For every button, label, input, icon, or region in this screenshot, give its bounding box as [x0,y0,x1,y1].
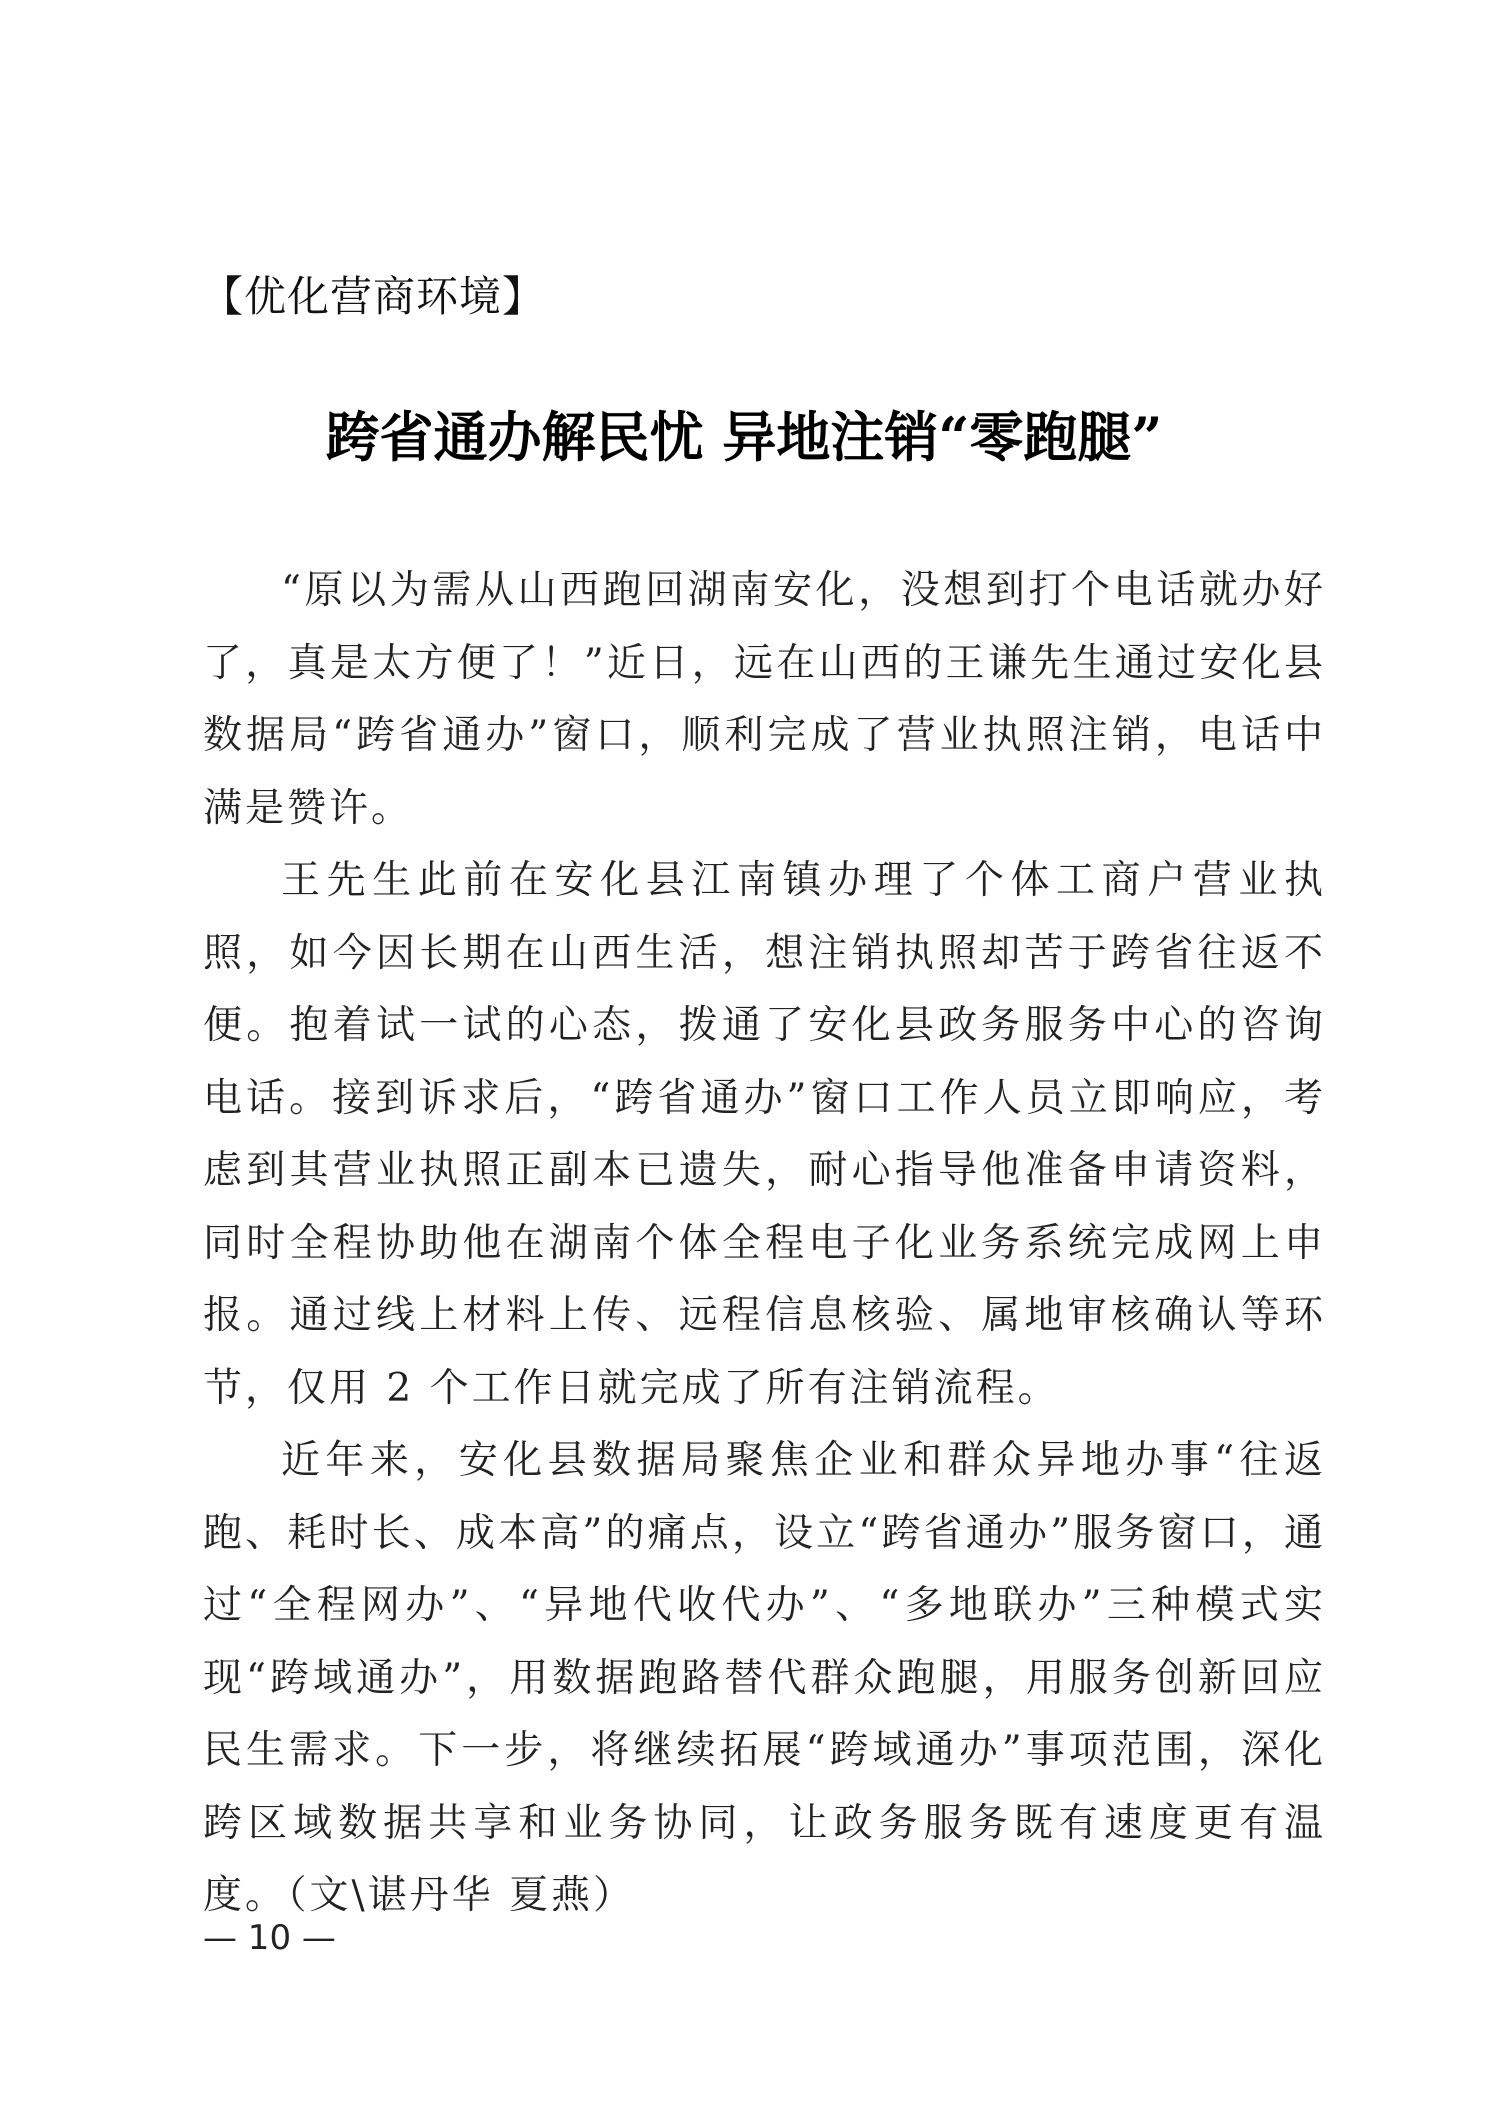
paragraph: 近年来，安化县数据局聚焦企业和群众异地办事“往返跑、耗时长、成本高”的痛点，设立“跨省通办”服务窗口，通过“全程网办”、“异地代收代办”、“多地联办”三种模式实现“跨域通办”，用数据跑路替代群众跑腿，用服务创新回应民生需求。下一步，将继续拓展“跨域通办”事项范围，深化跨区域数据共享和业务协同，让政务服务既有速度更有温度。（文\谌丹华 夏燕） [203,1438,1326,1918]
section-tag: 【优化营商环境】 [201,272,546,321]
paragraph: 王先生此前在安化县江南镇办理了个体工商户营业执照，如今因长期在山西生活，想注销执照却苦于跨省往返不便。抱着试一试的心态，拨通了安化县政务服务中心的咨询电话。接到诉求后，“跨省通办”窗口工作人员立即响应，考虑到其营业执照正副本已遗失，耐心指导他准备申请资料，同时全程协助他在湖南个体全程电子化业务系统完成网上申报。通过线上材料上传、远程信息核验、属地审核确认等环节，仅用 2 个工作日就完成了所有注销流程。 [203,858,1326,1411]
paragraph: “原以为需从山西跑回湖南安化，没想到打个电话就办好了，真是太方便了！”近日，远在山西的王谦先生通过安化县数据局“跨省通办”窗口，顺利完成了营业执照注销，电话中满是赞许。 [203,568,1326,831]
article-body [203,555,1326,1933]
page-number: — 10 — [203,1918,336,1958]
article-title: 跨省通办解民忧 异地注销“零跑腿” [325,405,1163,469]
